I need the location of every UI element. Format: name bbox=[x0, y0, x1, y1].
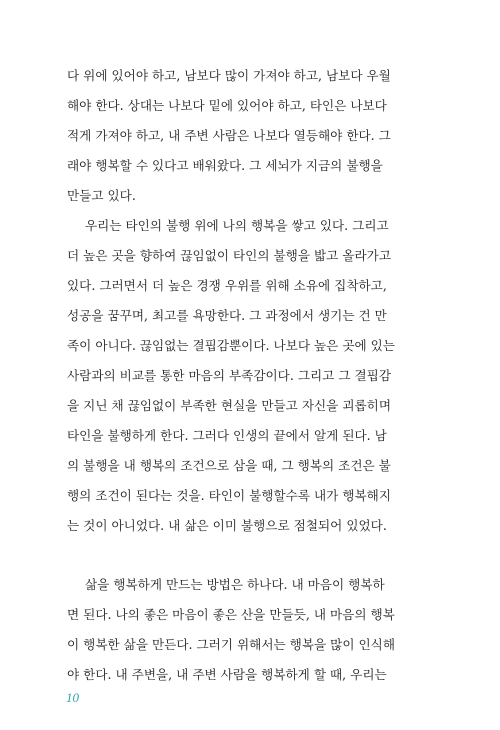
text-line: 있다. 그러면서 더 높은 경쟁 우위를 위해 소유에 집착하고, bbox=[67, 278, 387, 293]
text-line: 족이 아니다. 끊임없는 결핍감뿐이다. 나보다 높은 곳에 있는 bbox=[67, 338, 396, 353]
text-line: 적게 가져야 하고, 내 주변 사람은 나보다 열등해야 한다. 그 bbox=[67, 128, 391, 143]
text-line: 삶을 행복하게 만드는 방법은 하나다. 내 마음이 행복하 bbox=[85, 577, 385, 592]
text-line: 만들고 있다. bbox=[67, 188, 136, 203]
text-line: 면 된다. 나의 좋은 마음이 좋은 산을 만들듯, 내 마음의 행복 bbox=[67, 607, 395, 622]
text-line: 우리는 타인의 불행 위에 나의 행복을 쌓고 있다. 그리고 bbox=[85, 218, 389, 233]
text-line: 행의 조건이 된다는 것을. 타인이 불행할수록 내가 행복해지 bbox=[67, 488, 391, 503]
text-line: 해야 한다. 상대는 나보다 밑에 있어야 하고, 타인은 나보다 bbox=[67, 98, 387, 113]
page-number: 10 bbox=[66, 690, 79, 705]
text-line: 의 불행을 내 행복의 조건으로 삼을 때, 그 행복의 조건은 불 bbox=[67, 458, 391, 473]
text-line: 래야 행복할 수 있다고 배워왔다. 그 세뇌가 지금의 불행을 bbox=[67, 158, 383, 173]
text-line: 사람과의 비교를 통한 마음의 부족감이다. 그리고 그 결핍감 bbox=[67, 368, 391, 383]
text-line: 더 높은 곳을 향하여 끊임없이 타인의 불행을 밟고 올라가고 bbox=[67, 248, 391, 263]
text-line: 다 위에 있어야 하고, 남보다 많이 가져야 하고, 남보다 우월 bbox=[67, 68, 391, 83]
text-line: 는 것이 아니었다. 내 삶은 이미 불행으로 점철되어 있었다. bbox=[67, 518, 387, 533]
text-line: 야 한다. 내 주변을, 내 주변 사람을 행복하게 할 때, 우리는 bbox=[67, 667, 387, 682]
text-line: 이 행복한 삶을 만든다. 그러기 위해서는 행복을 많이 인식해 bbox=[67, 637, 396, 652]
text-line: 타인을 불행하게 한다. 그러다 인생의 끝에서 알게 된다. 남 bbox=[67, 428, 387, 443]
text-line: 성공을 꿈꾸며, 최고를 욕망한다. 그 과정에서 생기는 건 만 bbox=[67, 308, 387, 323]
text-line: 을 지닌 채 끊임없이 부족한 현실을 만들고 자신을 괴롭히며 bbox=[67, 398, 391, 413]
